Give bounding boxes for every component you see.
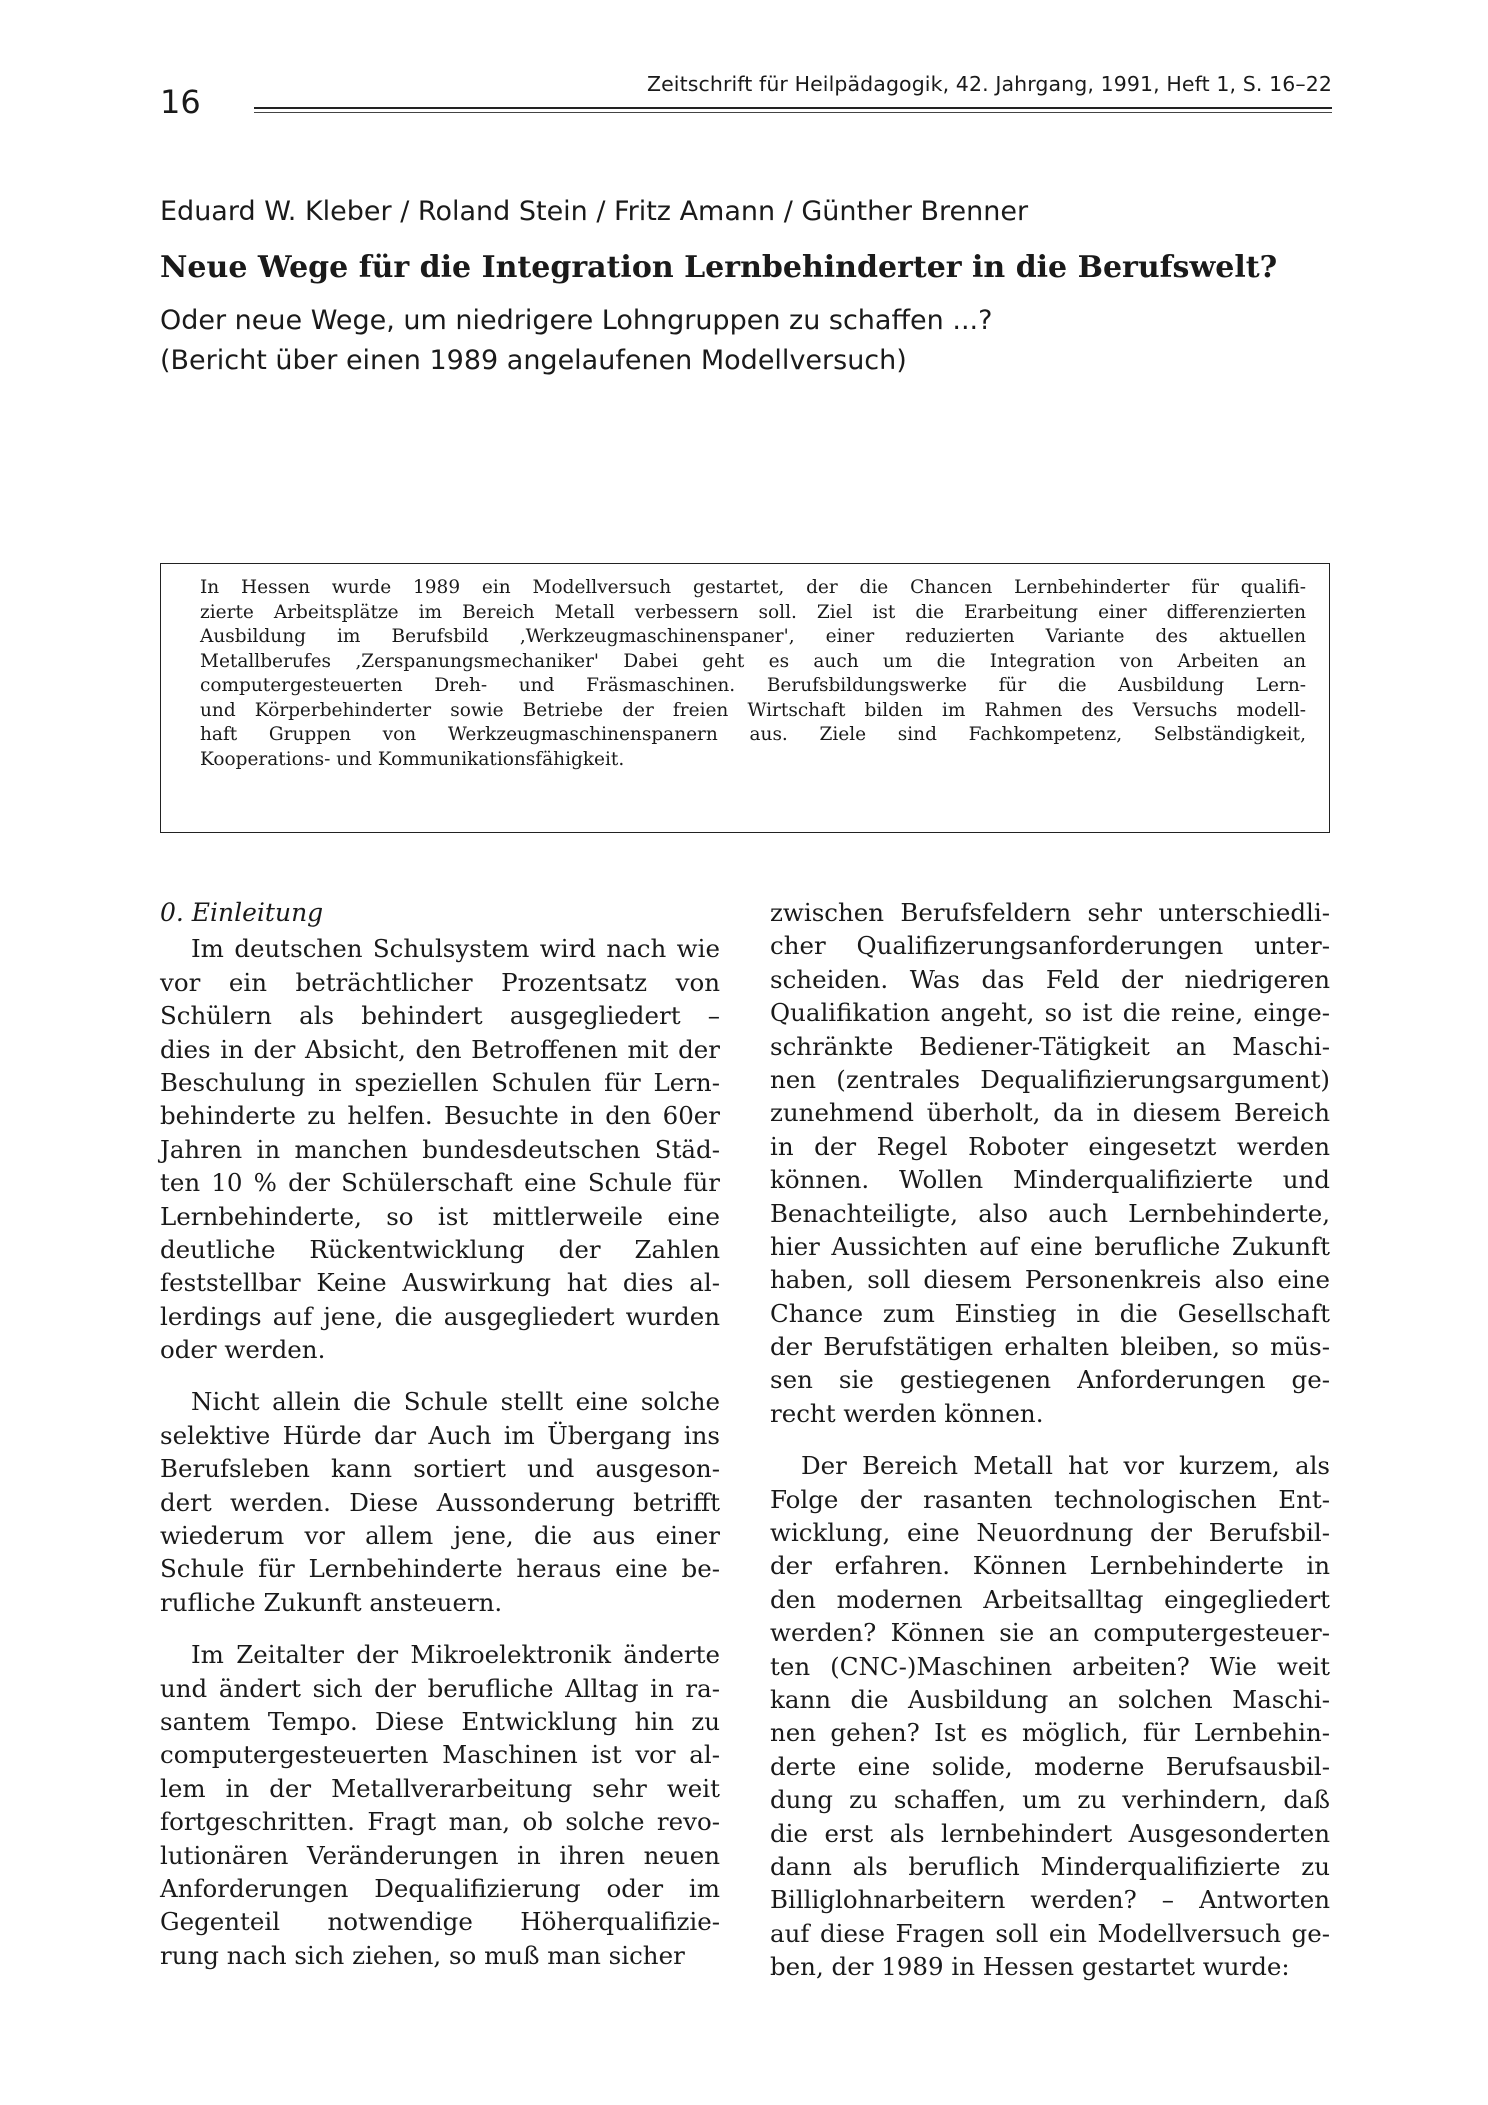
text-line: cher Qualifizerungsanforderungen unter- (770, 931, 1330, 961)
text-line: Schule für Lernbehinderte heraus eine be- (160, 1554, 720, 1584)
authors: Eduard W. Kleber / Roland Stein / Fritz Amann / Günther Brenner (160, 196, 1029, 227)
abstract-line: zierte Arbeitsplätze im Bereich Metall verbessern soll. Ziel ist die Erarbeitung einer differenzierten (200, 601, 1306, 623)
text-line: fortgeschritten. Fragt man, ob solche revo- (160, 1807, 720, 1837)
text-line: wicklung, eine Neuordnung der Berufsbil- (770, 1518, 1330, 1548)
text-line: Beschulung in speziellen Schulen für Lern- (160, 1067, 720, 1097)
text-line: schränkte Bediener-Tätigkeit an Maschi- (770, 1031, 1330, 1061)
text-line: in der Regel Roboter eingesetzt werden (770, 1131, 1330, 1161)
subtitle-line: Oder neue Wege, um niedrigere Lohngruppen zu schaffen ...? (160, 305, 993, 336)
text-line: Folge der rasanten technologischen Ent- (770, 1484, 1330, 1514)
text-line: Gegenteil notwendige Höherqualifizie- (160, 1907, 720, 1937)
text-line: Der Bereich Metall hat vor kurzem, als (801, 1451, 1330, 1481)
text-line: lem in der Metallverarbeitung sehr weit (160, 1773, 720, 1803)
text-line: sen sie gestiegenen Anforderungen ge- (770, 1365, 1330, 1395)
right-column (770, 896, 1330, 2003)
text-line: Berufsleben kann sortiert und ausgeson- (160, 1454, 720, 1484)
text-line: nen (zentrales Dequalifizierungsargument) (770, 1064, 1330, 1094)
text-line: rufliche Zukunft ansteuern. (160, 1587, 503, 1617)
page-number: 16 (160, 83, 201, 121)
text-line: feststellbar Keine Auswirkung hat dies al- (160, 1268, 720, 1298)
text-line: der Berufstätigen erhalten bleiben, so müs- (770, 1332, 1330, 1362)
text-line: ten (CNC-)Maschinen arbeiten? Wie weit (770, 1651, 1330, 1681)
article-title: Neue Wege für die Integration Lernbehinderter in die Berufswelt? (160, 250, 1278, 285)
text-line: werden? Können sie an computergesteuer- (770, 1618, 1330, 1648)
subtitle-line: (Bericht über einen 1989 angelaufenen Modellversuch) (160, 345, 907, 376)
section-heading: 0. Einleitung (160, 898, 324, 927)
abstract-line: Ausbildung im Berufsbild ‚Werkzeugmaschinenspaner', einer reduzierten Variante des aktuellen (200, 626, 1306, 647)
text-line: hier Aussichten auf eine berufliche Zukunft (770, 1231, 1330, 1261)
text-line: Benachteiligte, also auch Lernbehinderte, (770, 1198, 1330, 1228)
abstract-line: computergesteuerten Dreh- und Fräsmaschinen. Berufsbildungswerke für die Ausbildung Lern- (200, 675, 1306, 696)
text-line: lerdings auf jene, die ausgegliedert wurden (160, 1301, 720, 1331)
text-line: dert werden. Diese Aussonderung betrifft (160, 1487, 720, 1517)
text-line: derte eine solide, moderne Berufsausbil- (770, 1751, 1330, 1781)
paragraph (160, 932, 720, 1366)
text-line: Im Zeitalter der Mikroelektronik änderte (191, 1640, 720, 1670)
paragraph (770, 896, 1330, 1430)
text-line: ben, der 1989 in Hessen gestartet wurde: (770, 1952, 1290, 1982)
text-line: lutionären Veränderungen in ihren neuen (160, 1840, 720, 1870)
text-line: santem Tempo. Diese Entwicklung hin zu (160, 1706, 720, 1736)
text-line: die erst als lernbehindert Ausgesonderten (770, 1818, 1330, 1848)
text-line: deutliche Rückentwicklung der Zahlen (160, 1234, 720, 1264)
text-line: zunehmend überholt, da in diesem Bereich (770, 1098, 1330, 1128)
text-line: können. Wollen Minderqualifizierte und (770, 1165, 1330, 1195)
text-line: scheiden. Was das Feld der niedrigeren (770, 964, 1330, 994)
header-rule-thin (254, 112, 1332, 113)
journal-citation: Zeitschrift für Heilpädagogik, 42. Jahrgang, 1991, Heft 1, S. 16–22 (646, 72, 1332, 96)
abstract-line: Kooperations- und Kommunikationsfähigkeit. (200, 748, 625, 770)
abstract-line: In Hessen wurde 1989 ein Modellversuch gestartet, der die Chancen Lernbehinderter für qualifi- (200, 577, 1306, 598)
text-line: haben, soll diesem Personenkreis also eine (770, 1265, 1330, 1295)
text-line: dung zu schaffen, um zu verhindern, daß (770, 1785, 1330, 1815)
text-line: computergesteuerten Maschinen ist vor al- (160, 1740, 720, 1770)
paragraph (770, 1449, 1330, 1983)
header-rule (254, 107, 1332, 109)
text-line: Nicht allein die Schule stellt eine solche (191, 1387, 720, 1417)
text-line: nen gehen? Ist es möglich, für Lernbehin- (770, 1718, 1330, 1748)
text-line: den modernen Arbeitsalltag eingegliedert (770, 1584, 1330, 1614)
article-subtitle (160, 301, 992, 381)
abstract-line: Metallberufes ‚Zerspanungsmechaniker' Dabei geht es auch um die Integration von Arbeiten an (200, 650, 1306, 672)
text-line: wiederum vor allem jene, die aus einer (160, 1521, 720, 1551)
left-column (160, 896, 720, 1991)
text-line: und ändert sich der berufliche Alltag in ra- (160, 1673, 720, 1703)
text-line: oder werden. (160, 1335, 326, 1365)
text-line: ten 10 % der Schülerschaft eine Schule für (160, 1168, 720, 1198)
text-line: Lernbehinderte, so ist mittlerweile eine (160, 1201, 720, 1231)
text-line: kann die Ausbildung an solchen Maschi- (770, 1684, 1330, 1714)
text-line: Schülern als behindert ausgegliedert – (160, 1001, 720, 1031)
text-line: Anforderungen Dequalifizierung oder im (160, 1873, 720, 1903)
text-line: behinderte zu helfen. Besuchte in den 60er (160, 1101, 720, 1131)
text-line: recht werden können. (770, 1398, 1044, 1428)
text-line: zwischen Berufsfeldern sehr unterschiedli- (770, 898, 1330, 927)
text-line: Chance zum Einstieg in die Gesellschaft (770, 1298, 1330, 1328)
paragraph (160, 1385, 720, 1619)
text-line: vor ein beträchtlicher Prozentsatz von (160, 967, 720, 997)
text-line: selektive Hürde dar Auch im Übergang ins (160, 1420, 720, 1450)
abstract-line: und Körperbehinderter sowie Betriebe der freien Wirtschaft bilden im Rahmen des Versuchs modell- (200, 699, 1306, 721)
text-line: Qualifikation angeht, so ist die reine, einge- (770, 998, 1330, 1028)
text-line: Im deutschen Schulsystem wird nach wie (191, 934, 720, 964)
text-line: dies in der Absicht, den Betroffenen mit der (160, 1034, 720, 1064)
text-line: rung nach sich ziehen, so muß man sicher (160, 1940, 685, 1970)
abstract-box (160, 563, 1330, 833)
paragraph (160, 1638, 720, 1972)
text-line: Jahren in manchen bundesdeutschen Städ- (160, 1134, 720, 1164)
text-line: dann als beruflich Minderqualifizierte zu (770, 1851, 1330, 1881)
abstract-line: haft Gruppen von Werkzeugmaschinenspanern aus. Ziele sind Fachkompetenz, Selbständigkeit, (200, 724, 1306, 745)
text-line: der erfahren. Können Lernbehinderte in (770, 1551, 1330, 1581)
text-line: auf diese Fragen soll ein Modellversuch ge- (770, 1918, 1330, 1948)
text-line: Billiglohnarbeitern werden? – Antworten (770, 1885, 1330, 1915)
